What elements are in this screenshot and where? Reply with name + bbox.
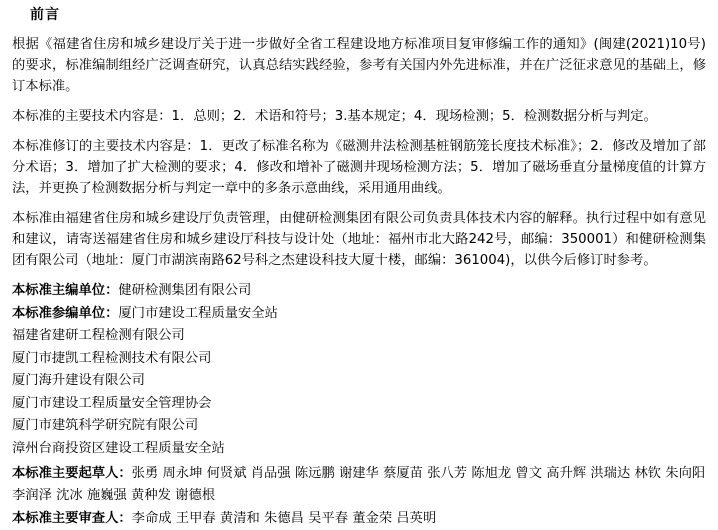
participating-unit-item: 福建省建研工程检测有限公司 — [12, 328, 185, 343]
paragraph-scope: 根据《福建省住房和城乡建设厅关于进一步做好全省工程建设地方标准项目复审修编工作的通知》(闽建(2021)10号)的要求，标准编制组经广泛调查研究，认真总结实践经验，参考有关国内外先进标准，并在广泛征求意见的基础上，修订本标准。 — [12, 37, 706, 94]
chief-editing-unit-label: 本标准主编单位： — [12, 283, 119, 298]
reviewers-block — [12, 508, 706, 530]
credits-block — [12, 280, 706, 459]
paragraph-main-content: 本标准的主要技术内容是：1．总则；2．术语和符号；3.基本规定；4．现场检测；5．检测数据分析与判定。 — [12, 109, 657, 124]
chief-editing-unit — [12, 280, 706, 302]
reviewers-label: 本标准主要审查人： — [12, 511, 132, 526]
participating-unit-item: 漳州台商投资区建设工程质量安全站 — [12, 440, 225, 456]
reviewers-names: 李命成 王甲春 黄清和 朱德昌 吴平春 董金荣 吕英明 — [131, 511, 437, 526]
participating-unit-label-row — [12, 303, 706, 325]
drafters-names: 张勇 周永坤 何贤斌 肖品强 陈远鹏 谢建华 蔡厦苗 张八芳 陈旭龙 曾文 高升辉 洪瑞达 林钦 朱向阳 李润泽 沈冰 施巍强 黄种发 谢德根 — [12, 466, 706, 503]
participating-units-label: 本标准参编单位： — [12, 305, 119, 321]
drafters-block — [12, 463, 706, 506]
drafters-label: 本标准主要起草人： — [12, 466, 132, 481]
participating-unit-item: 厦门市建设工程质量安全管理协会 — [12, 395, 212, 411]
page-title-row — [12, 6, 706, 24]
participating-unit-first: 厦门市建设工程质量安全站 — [118, 305, 278, 321]
page-title: 前言 — [30, 7, 60, 23]
participating-unit-item: 厦门海升建设有限公司 — [12, 373, 145, 388]
paragraph-revised-content: 本标准修订的主要技术内容是：1．更改了标准名称为《磁测井法检测基桩钢筋笼长度技术标准》；2．修改及增加了部分术语；3．增加了扩大检测的要求；4．修改和增补了磁测井现场检测方法；5．增加了磁场垂直分量梯度值的计算方法，并更换了检测数据分析与判定一章中的多条示意曲线，采用通用曲线。 — [12, 139, 706, 196]
chief-editing-unit-value: 健研检测集团有限公司 — [118, 283, 252, 298]
participating-unit-item: 厦门市建筑科学研究院有限公司 — [12, 418, 199, 433]
paragraph-administration: 本标准由福建省住房和城乡建设厅负责管理，由健研检测集团有限公司负责具体技术内容的解释。执行过程中如有意见和建议，请寄送福建省住房和城乡建设厅科技与设计处（地址：福州市北大路242号，邮编：350001）和健研检测集团有限公司（地址：厦门市湖滨南路62号科之杰建设科技大厦十楼，邮编：361004)，以供今后修订时参考。 — [12, 211, 706, 268]
participating-unit-item: 厦门市捷凯工程检测技术有限公司 — [12, 350, 212, 366]
